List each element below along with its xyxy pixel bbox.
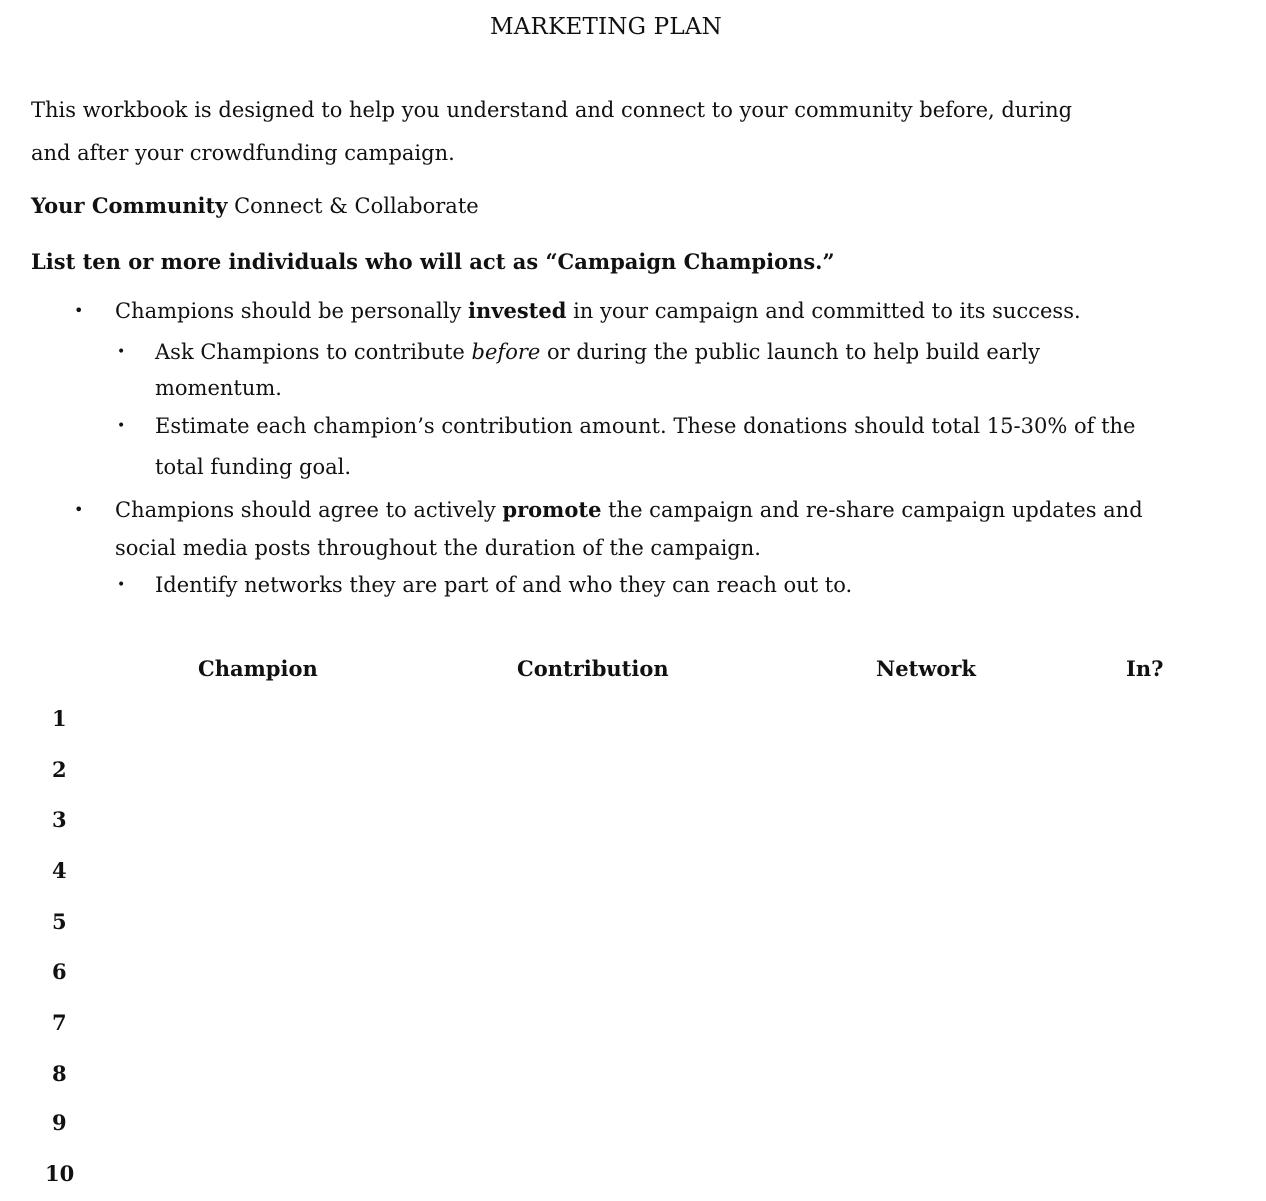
- sub-bullet-1a-text: Ask Champions to contribute: [155, 340, 472, 364]
- sub-bullet-1a-italic: before: [471, 340, 541, 364]
- table-row-number: 5: [52, 909, 67, 934]
- column-header-network: Network: [876, 656, 976, 681]
- table-row-number: 10: [45, 1161, 75, 1186]
- table-row-number: 8: [52, 1061, 67, 1086]
- document-title: MARKETING PLAN: [490, 14, 722, 40]
- bullet-1-bold: invested: [468, 298, 567, 323]
- table-row-number: 7: [52, 1010, 67, 1035]
- table-row-number: 1: [52, 706, 67, 731]
- section-heading: [31, 193, 479, 219]
- bullet-1: [115, 298, 1081, 324]
- sub-bullet-1b-line-1: Estimate each champion’s contribution amount. These donations should total 15-30% of the: [155, 414, 1136, 438]
- sub-bullet-2a: Identify networks they are part of and who they can reach out to.: [155, 573, 853, 597]
- table-row-number: 2: [52, 757, 67, 782]
- table-row-number: 4: [52, 858, 67, 883]
- bullet-dot-icon: •: [74, 500, 84, 519]
- table-row-number: 3: [52, 807, 67, 832]
- bullet-dot-icon: •: [74, 301, 84, 320]
- table-row-number: 9: [52, 1110, 67, 1135]
- section-heading-bold: Your Community: [31, 193, 228, 218]
- section-heading-rest: Connect & Collaborate: [227, 194, 479, 218]
- sub-bullet-dot-icon: •: [117, 418, 126, 434]
- bullet-2-line-2: social media posts throughout the duration of the campaign.: [115, 536, 761, 560]
- column-header-contribution: Contribution: [517, 656, 669, 681]
- bullet-2: [115, 497, 1143, 523]
- sub-bullet-dot-icon: •: [117, 344, 126, 360]
- intro-line-2: and after your crowdfunding campaign.: [31, 141, 455, 165]
- sub-bullet-1a: [155, 339, 1040, 365]
- bullet-1-text-end: in your campaign and committed to its success.: [566, 299, 1081, 323]
- bullet-2-text: Champions should agree to actively: [115, 498, 503, 522]
- sub-bullet-1a-line-2: momentum.: [155, 376, 282, 400]
- bullet-2-text-end: the campaign and re-share campaign updates and: [601, 498, 1143, 522]
- bullet-1-text: Champions should be personally: [115, 299, 469, 323]
- sub-bullet-1a-text-end: or during the public launch to help build early: [540, 340, 1040, 364]
- column-header-champion: Champion: [198, 656, 318, 681]
- bullet-2-bold: promote: [502, 497, 602, 522]
- sub-bullet-dot-icon: •: [117, 577, 126, 593]
- table-row-number: 6: [52, 959, 67, 984]
- sub-bullet-1b-line-2: total funding goal.: [155, 455, 352, 479]
- intro-line-1: This workbook is designed to help you understand and connect to your community before, during: [31, 98, 1073, 122]
- column-header-in: In?: [1126, 656, 1164, 681]
- list-heading: List ten or more individuals who will act as “Campaign Champions.”: [31, 249, 835, 274]
